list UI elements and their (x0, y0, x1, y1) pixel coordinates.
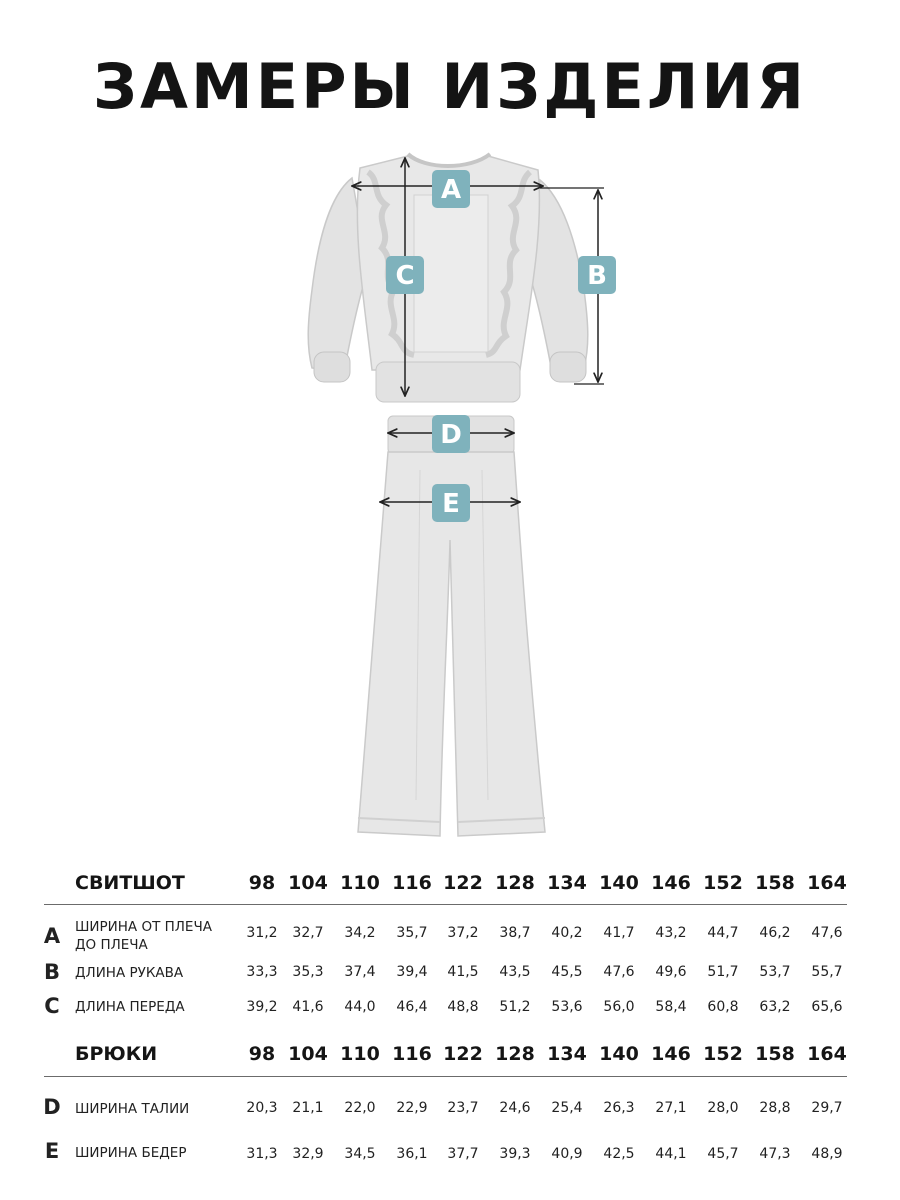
table-cell: 37,4 (344, 964, 376, 980)
table-cell: 35,3 (292, 964, 324, 980)
table-cell: 58,4 (655, 999, 687, 1015)
table-cell: 22,9 (396, 1100, 428, 1116)
table-cell: 37,2 (447, 925, 479, 941)
row-label-c: ДЛИНА ПЕРЕДА (75, 999, 185, 1015)
sweatshirt-header-row (0, 872, 900, 902)
page-title: ЗАМЕРЫ ИЗДЕЛИЯ (93, 50, 807, 123)
table-cell: 44,0 (344, 999, 376, 1015)
table-cell: 22,0 (344, 1100, 376, 1116)
size-header: 146 (651, 1043, 691, 1065)
table-cell: 21,1 (292, 1100, 324, 1116)
size-header: 104 (288, 1043, 328, 1065)
table-cell: 45,7 (707, 1146, 739, 1162)
table-cell: 39,4 (396, 964, 428, 980)
table-cell: 44,7 (707, 925, 739, 941)
badge-e-label: E (442, 489, 460, 519)
size-header: 116 (392, 1043, 432, 1065)
size-header: 98 (248, 872, 276, 894)
trousers-drawing (358, 416, 545, 836)
table-cell: 53,6 (551, 999, 583, 1015)
table-cell: 38,7 (499, 925, 531, 941)
row-letter-b: B (43, 960, 60, 984)
table-cell: 29,7 (811, 1100, 843, 1116)
size-header: 110 (340, 1043, 380, 1065)
table-cell: 20,3 (246, 1100, 278, 1116)
size-header: 128 (495, 1043, 535, 1065)
table-cell: 41,7 (603, 925, 635, 941)
table-cell: 56,0 (603, 999, 635, 1015)
table-cell: 27,1 (655, 1100, 687, 1116)
table-cell: 39,3 (499, 1146, 531, 1162)
row-label-b: ДЛИНА РУКАВА (75, 965, 184, 981)
table-cell: 40,2 (551, 925, 583, 941)
table-cell: 28,8 (759, 1100, 791, 1116)
table-cell: 46,4 (396, 999, 428, 1015)
table-cell: 42,5 (603, 1146, 635, 1162)
size-header: 140 (599, 1043, 639, 1065)
table-cell: 37,7 (447, 1146, 479, 1162)
table-cell: 51,7 (707, 964, 739, 980)
size-header: 134 (547, 1043, 587, 1065)
size-header: 158 (755, 872, 795, 894)
table-cell: 23,7 (447, 1100, 479, 1116)
table-cell: 49,6 (655, 964, 687, 980)
table-cell: 46,2 (759, 925, 791, 941)
badge-d-label: D (440, 420, 462, 450)
table-cell: 63,2 (759, 999, 791, 1015)
table-cell: 36,1 (396, 1146, 428, 1162)
table-cell: 51,2 (499, 999, 531, 1015)
table-cell: 48,9 (811, 1146, 843, 1162)
table-cell: 47,6 (811, 925, 843, 941)
table-cell: 25,4 (551, 1100, 583, 1116)
sweatshirt-heading: СВИТШОТ (75, 872, 185, 894)
trousers-heading: БРЮКИ (75, 1043, 158, 1065)
badge-b-label: B (587, 261, 607, 291)
table-cell: 60,8 (707, 999, 739, 1015)
table-cell: 43,2 (655, 925, 687, 941)
table-cell: 34,5 (344, 1146, 376, 1162)
badge-e (432, 484, 470, 522)
row-letter-d: D (43, 1095, 61, 1119)
table-cell: 48,8 (447, 999, 479, 1015)
table-cell: 47,3 (759, 1146, 791, 1162)
size-header: 164 (807, 1043, 847, 1065)
table-cell: 26,3 (603, 1100, 635, 1116)
size-header: 140 (599, 872, 639, 894)
size-header: 164 (807, 872, 847, 894)
size-header: 152 (703, 1043, 743, 1065)
table-cell: 41,5 (447, 964, 479, 980)
table-cell: 40,9 (551, 1146, 583, 1162)
table-cell: 45,5 (551, 964, 583, 980)
table-cell: 34,2 (344, 925, 376, 941)
row-letter-e: E (44, 1139, 60, 1163)
table-cell: 33,3 (246, 964, 278, 980)
badge-a-label: A (440, 175, 462, 205)
row-letter-a: A (43, 924, 61, 948)
table-cell: 31,2 (246, 925, 278, 941)
size-header: 98 (248, 1043, 276, 1065)
row-label-e: ШИРИНА БЕДЕР (75, 1145, 187, 1161)
size-header: 122 (443, 872, 483, 894)
table-cell: 35,7 (396, 925, 428, 941)
table-cell: 31,3 (246, 1146, 278, 1162)
size-header: 122 (443, 1043, 483, 1065)
table-cell: 43,5 (499, 964, 531, 980)
table-cell: 41,6 (292, 999, 324, 1015)
trousers-header-row (0, 1043, 900, 1073)
table-cell: 53,7 (759, 964, 791, 980)
table-cell: 32,9 (292, 1146, 324, 1162)
size-header: 116 (392, 872, 432, 894)
table-cell: 24,6 (499, 1100, 531, 1116)
table-divider (44, 904, 847, 905)
size-header: 110 (340, 872, 380, 894)
badge-c (386, 256, 424, 294)
size-header: 104 (288, 872, 328, 894)
table-cell: 55,7 (811, 964, 843, 980)
badge-b (578, 256, 616, 294)
size-header: 128 (495, 872, 535, 894)
row-label-a: ШИРИНА ОТ ПЛЕЧА ДО ПЛЕЧА (75, 919, 212, 953)
trousers-table (0, 1043, 900, 1183)
size-header: 152 (703, 872, 743, 894)
table-cell: 47,6 (603, 964, 635, 980)
row-letter-c: C (44, 994, 60, 1018)
size-header: 158 (755, 1043, 795, 1065)
table-divider (44, 1076, 847, 1077)
badge-d (432, 415, 470, 453)
sweatshirt-table (0, 872, 900, 1032)
badge-c-label: C (395, 261, 415, 291)
table-cell: 28,0 (707, 1100, 739, 1116)
table-cell: 32,7 (292, 925, 324, 941)
table-cell: 39,2 (246, 999, 278, 1015)
table-cell: 65,6 (811, 999, 843, 1015)
table-cell: 44,1 (655, 1146, 687, 1162)
size-header: 134 (547, 872, 587, 894)
row-label-d: ШИРИНА ТАЛИИ (75, 1101, 190, 1117)
badge-a (432, 170, 470, 208)
size-header: 146 (651, 872, 691, 894)
